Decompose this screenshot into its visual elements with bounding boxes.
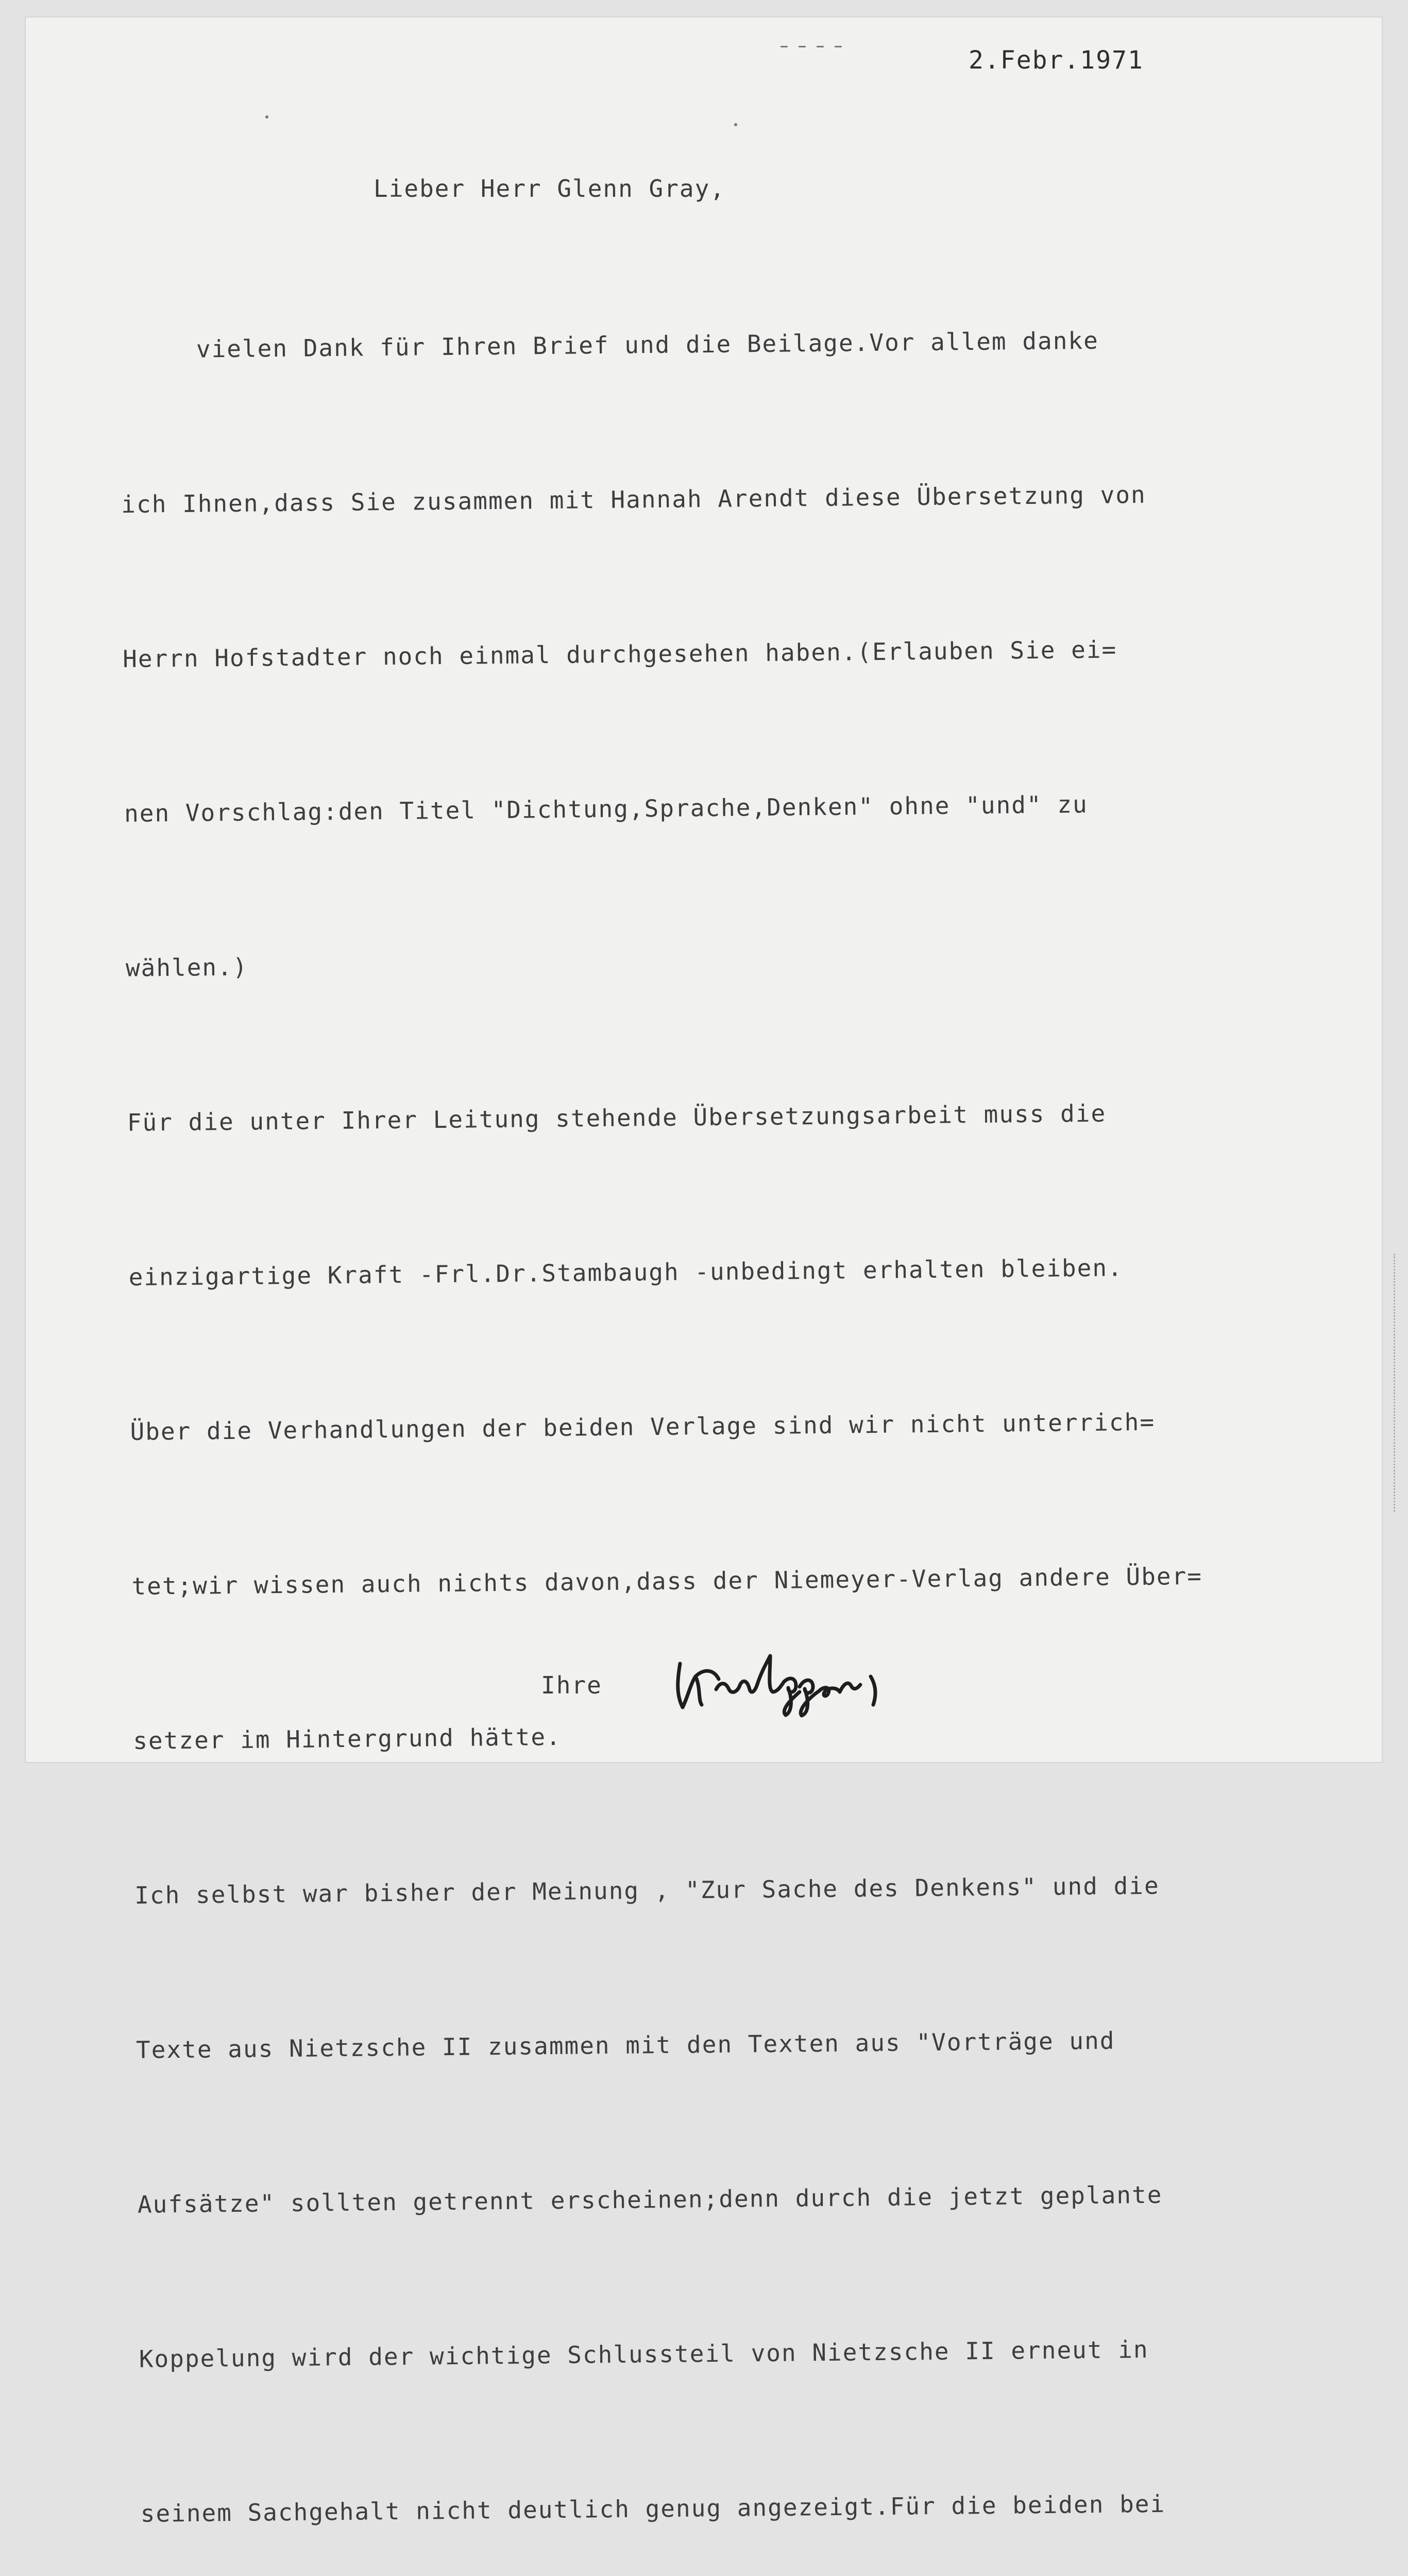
- letter-date: 2.Febr.1971: [969, 46, 1144, 75]
- closing: Ihre: [541, 1671, 602, 1699]
- body-line: Koppelung wird der wichtige Schlussteil von Nietzsche II erneut in: [139, 2335, 1149, 2373]
- handwritten-signature: [665, 1640, 953, 1718]
- body-line: Ich selbst war bisher der Meinung , "Zur Sache des Denkens" und die: [134, 1871, 1160, 1909]
- body-line: Über die Verhandlungen der beiden Verlage sind wir nicht unterrich=: [130, 1408, 1156, 1446]
- body-line: seinem Sachgehalt nicht deutlich genug angezeigt.Für die beiden bei: [140, 2489, 1166, 2528]
- body-line: Aufsätze" sollten getrennt erscheinen;denn durch die jetzt geplante: [137, 2180, 1163, 2218]
- body-line: setzer im Hintergrund hätte.: [133, 1722, 562, 1755]
- letter-body: [118, 211, 1230, 2576]
- signature-text: Heidegger: [665, 1640, 667, 1641]
- body-line: Texte aus Nietzsche II zusammen mit den Texten aus "Vorträge und: [135, 2026, 1115, 2064]
- body-line: nen Vorschlag:den Titel "Dichtung,Sprache,Denken" ohne "und" zu: [124, 790, 1088, 827]
- body-line: ich Ihnen,dass Sie zusammen mit Hannah Arendt diese Übersetzung von: [121, 480, 1146, 518]
- body-line: wählen.): [125, 953, 248, 982]
- body-line: vielen Dank für Ihren Brief und die Beilage.Vor allem danke: [120, 326, 1099, 364]
- letter-page: [26, 18, 1382, 2528]
- body-line: Für die unter Ihrer Leitung stehende Übersetzungsarbeit muss die: [127, 1099, 1107, 1137]
- body-line: tet;wir wissen auch nichts davon,dass der Niemeyer-Verlag andere Über=: [131, 1562, 1203, 1600]
- salutation: Lieber Herr Glenn Gray,: [374, 175, 725, 202]
- body-line: Herrn Hofstadter noch einmal durchgesehen haben.(Erlauben Sie ei=: [122, 635, 1117, 673]
- body-line: einzigartige Kraft -Frl.Dr.Stambaugh -unbedingt erhalten bleiben.: [128, 1253, 1123, 1291]
- edge-marks: [1394, 1254, 1398, 1512]
